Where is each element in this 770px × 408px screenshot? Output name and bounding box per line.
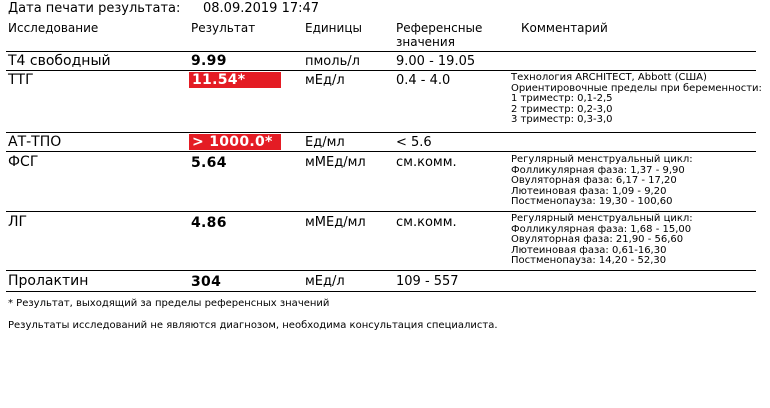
test-unit: пмоль/л — [305, 54, 360, 69]
separator — [6, 291, 756, 292]
separator — [6, 211, 756, 212]
test-name: ЛГ — [8, 214, 28, 230]
disclaimer: Результаты исследований не являются диагнозом, необходима консультация специалиста. — [8, 320, 498, 331]
test-unit: мЕд/л — [305, 73, 345, 88]
test-ref: см.комм. — [396, 215, 457, 230]
comment-line: Регулярный менструальный цикл: — [511, 213, 693, 224]
test-name: ФСГ — [8, 154, 39, 170]
comment-line: Овуляторная фаза: 6,17 - 17,20 — [511, 175, 677, 187]
footnote: * Результат, выходящий за пределы референсных значений — [8, 298, 330, 309]
comment-line: Фолликулярная фаза: 1,37 - 9,90 — [511, 164, 685, 176]
test-result-flagged: 11.54* — [189, 72, 281, 88]
separator — [6, 51, 756, 52]
header-comment: Комментарий — [521, 21, 608, 35]
test-ref: < 5.6 — [396, 135, 432, 150]
comment-line: Лютеиновая фаза: 0,61-16,30 — [511, 244, 667, 256]
separator — [6, 132, 756, 133]
comment-line: Лютеиновая фаза: 1,09 - 9,20 — [511, 185, 667, 197]
test-name: Пролактин — [8, 273, 89, 289]
comment-line: 3 триместр: 0,3-3,0 — [511, 114, 613, 126]
header-result: Результат — [191, 21, 256, 35]
test-ref: 0.4 - 4.0 — [396, 73, 451, 88]
comment-line: Технология ARCHITECT, Abbott (США) — [511, 72, 707, 83]
separator — [6, 151, 756, 152]
separator — [6, 70, 756, 71]
test-unit: мМЕд/мл — [305, 215, 366, 230]
test-ref: см.комм. — [396, 155, 457, 170]
test-unit: мЕд/л — [305, 274, 345, 289]
test-result: 304 — [191, 274, 222, 290]
comment-line: Фолликулярная фаза: 1,68 - 15,00 — [511, 223, 692, 235]
test-name: ТТГ — [8, 72, 34, 88]
comment-line: 1 триместр: 0,1-2,5 — [511, 93, 613, 105]
header-units: Единицы — [305, 21, 362, 35]
test-name: АТ-ТПО — [8, 134, 62, 150]
test-result: 4.86 — [191, 215, 227, 231]
test-ref: 9.00 - 19.05 — [396, 54, 476, 69]
print-date-label: Дата печати результата: — [8, 1, 181, 16]
separator — [6, 270, 756, 271]
test-result: 9.99 — [191, 53, 227, 69]
comment-line: Постменопауза: 14,20 - 52,30 — [511, 255, 667, 267]
print-date-value: 08.09.2019 17:47 — [203, 1, 320, 16]
comment-line: Постменопауза: 19,30 - 100,60 — [511, 196, 673, 208]
test-comment — [511, 214, 693, 267]
test-result-flagged: > 1000.0* — [189, 134, 281, 150]
test-ref: 109 - 557 — [396, 274, 459, 289]
header-test: Исследование — [8, 21, 99, 35]
comment-line: Ориентировочные пределы при беременности: — [511, 82, 762, 94]
comment-line: 2 триместр: 0,2-3,0 — [511, 103, 613, 115]
test-name: Т4 свободный — [8, 53, 111, 69]
test-unit: мМЕд/мл — [305, 155, 366, 170]
header-ref-line1: Референсные — [396, 21, 483, 35]
test-result: 5.64 — [191, 155, 227, 171]
comment-line: Регулярный менструальный цикл: — [511, 154, 693, 165]
comment-line: Овуляторная фаза: 21,90 - 56,60 — [511, 234, 684, 246]
test-comment — [511, 73, 762, 126]
test-unit: Ед/мл — [305, 135, 345, 150]
header-ref-line2: значения — [396, 35, 455, 49]
test-comment — [511, 155, 693, 208]
